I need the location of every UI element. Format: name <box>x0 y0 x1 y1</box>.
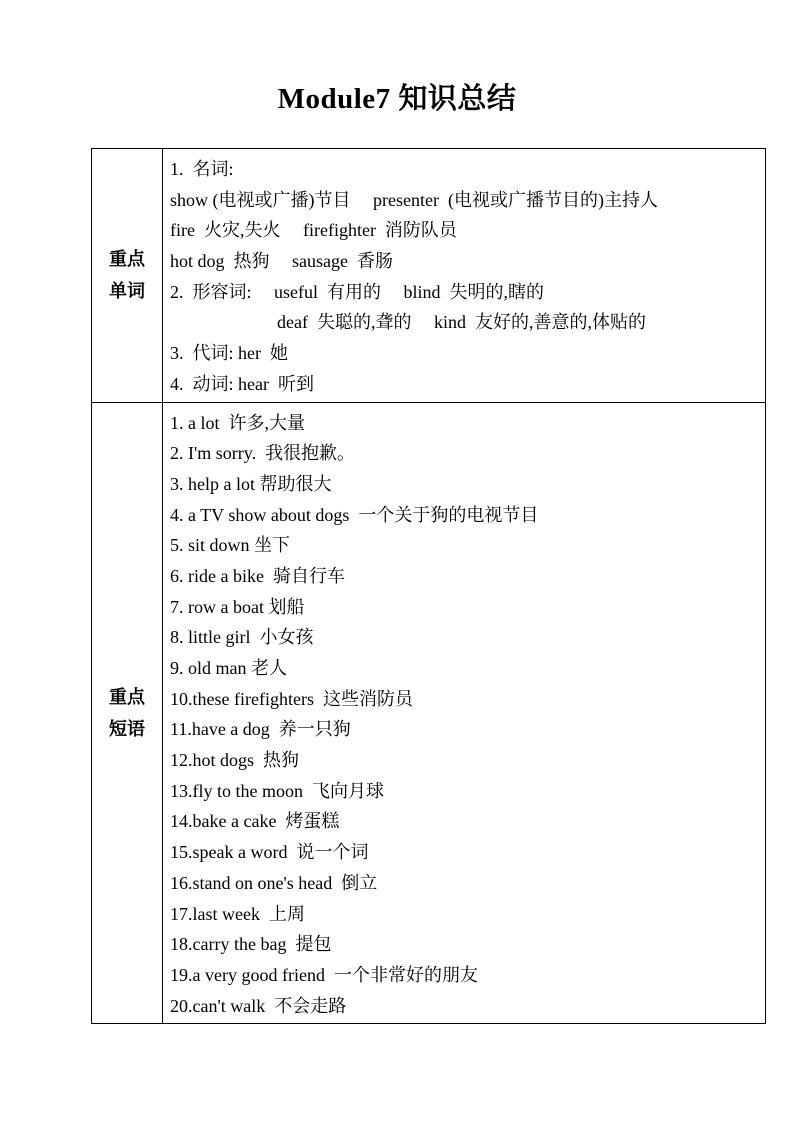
phrase-line: 8. little girl 小女孩 <box>170 627 314 648</box>
vocab-row <box>92 149 766 403</box>
vocab-content-cell <box>163 149 766 403</box>
phrase-line: 14.bake a cake 烤蛋糕 <box>170 811 340 832</box>
phrases-label-line1: 重点 <box>109 686 145 707</box>
vocab-category-cell <box>92 149 163 403</box>
phrase-line: 6. ride a bike 骑自行车 <box>170 565 345 586</box>
vocab-line: 1. 名词: <box>170 159 234 179</box>
knowledge-summary-table <box>91 148 766 1024</box>
phrase-line: 3. help a lot 帮助很大 <box>170 473 332 494</box>
phrase-line: 11.have a dog 养一只狗 <box>170 719 351 740</box>
phrase-line: 2. I'm sorry. 我很抱歉。 <box>170 443 356 464</box>
phrases-category-cell <box>92 402 163 1024</box>
phrase-line: 13.fly to the moon 飞向月球 <box>170 780 384 801</box>
phrase-line: 5. sit down 坐下 <box>170 535 291 556</box>
vocab-line: show (电视或广播)节目 presenter (电视或广播节目的)主持人 <box>170 189 658 210</box>
phrase-line: 9. old man 老人 <box>170 658 287 678</box>
vocab-line: fire 火灾,失火 firefighter 消防队员 <box>170 220 457 241</box>
phrase-line: 12.hot dogs 热狗 <box>170 750 300 771</box>
phrase-line: 19.a very good friend 一个非常好的朋友 <box>170 964 478 985</box>
vocab-line: hot dog 热狗 sausage 香肠 <box>170 251 393 272</box>
phrase-line: 4. a TV show about dogs 一个关于狗的电视节目 <box>170 504 539 525</box>
vocab-label-line2: 单词 <box>109 281 145 302</box>
vocab-line: deaf 失聪的,聋的 kind 友好的,善意的,体贴的 <box>277 312 646 333</box>
vocab-label-line1: 重点 <box>109 249 145 270</box>
phrases-label-line2: 短语 <box>109 718 145 739</box>
phrases-row <box>92 402 766 1024</box>
phrase-line: 20.can't walk 不会走路 <box>170 995 347 1016</box>
phrase-line: 16.stand on one's head 倒立 <box>170 872 378 893</box>
vocab-line: 2. 形容词: useful 有用的 blind 失明的,瞎的 <box>170 281 544 302</box>
phrases-content-cell <box>163 402 766 1024</box>
phrase-line: 10.these firefighters 这些消防员 <box>170 688 413 709</box>
phrase-line: 18.carry the bag 提包 <box>170 934 332 955</box>
phrase-line: 7. row a boat 划船 <box>170 596 305 617</box>
page-title: Module7 知识总结 <box>277 83 517 115</box>
phrase-line: 1. a lot 许多,大量 <box>170 412 305 433</box>
vocab-line: 3. 代词: her 她 <box>170 343 288 364</box>
vocab-line: 4. 动词: hear 听到 <box>170 373 314 394</box>
phrase-line: 17.last week 上周 <box>170 903 305 924</box>
phrase-line: 15.speak a word 说一个词 <box>170 842 369 863</box>
